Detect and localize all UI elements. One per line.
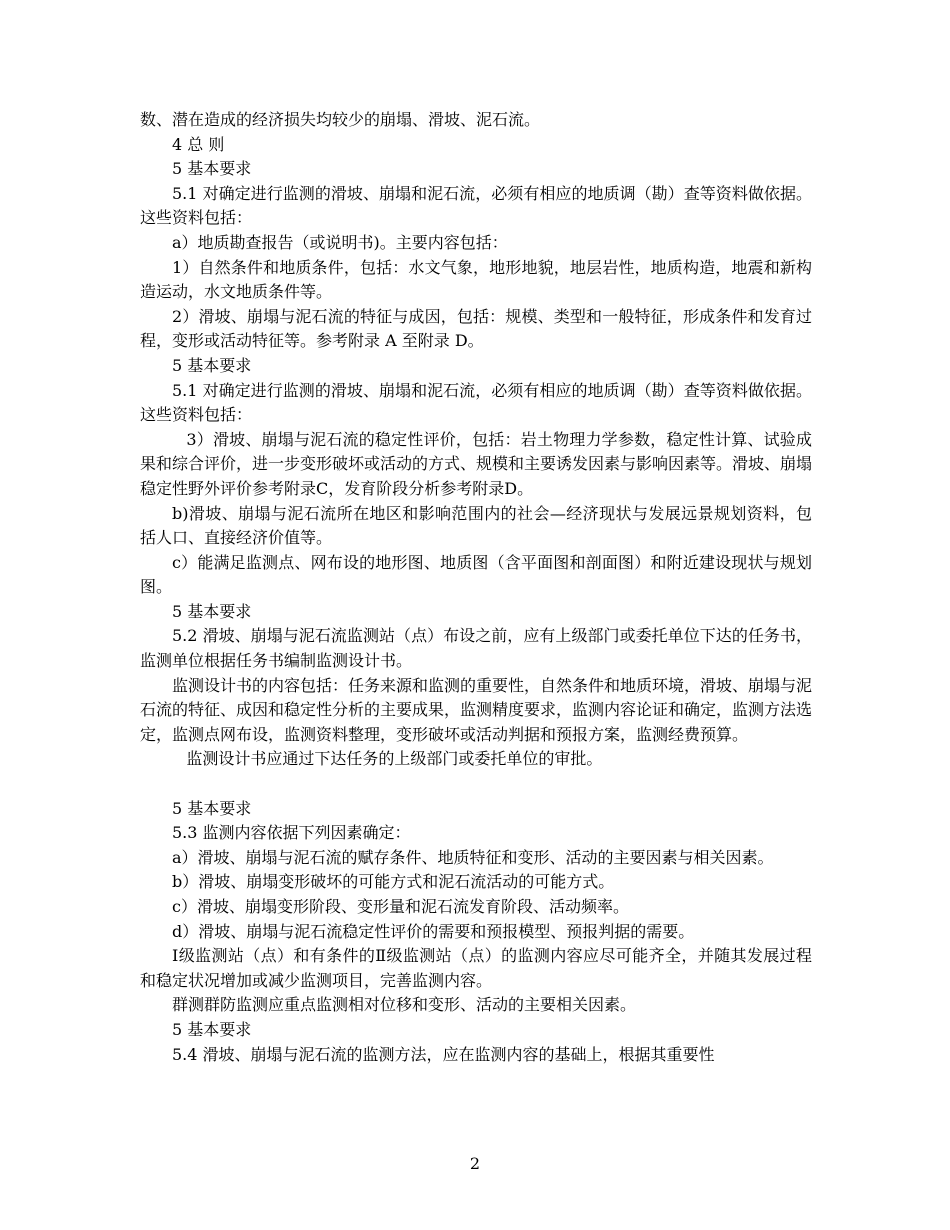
clause-paragraph: 5.1 对确定进行监测的滑坡、崩塌和泥石流，必须有相应的地质调（勘）查等资料做依据。这些资料包括：	[140, 183, 812, 228]
chapter-heading: 4 总 则	[172, 134, 225, 154]
list-item: d）滑坡、崩塌与泥石流稳定性评价的需要和预报模型、预报判据的需要。	[172, 921, 695, 941]
section-heading: 5 基本要求	[172, 601, 252, 621]
list-item: b)滑坡、崩塌与泥石流所在地区和影响范围内的社会—经济现状与发展远景规划资料，包括人口、直接经济价值等。	[140, 503, 812, 548]
page-number: 2	[469, 1154, 481, 1173]
clause-paragraph: 5.2 滑坡、崩塌与泥石流监测站（点）布设之前，应有上级部门或委托单位下达的任务书，监测单位根据任务书编制监测设计书。	[140, 626, 812, 671]
list-item: b）滑坡、崩塌变形破坏的可能方式和泥石流活动的可能方式。	[172, 872, 615, 892]
list-item: 2）滑坡、崩塌与泥石流的特征与成因，包括：规模、类型和一般特征，形成条件和发育过程，变形或活动特征等。参考附录 A 至附录 D。	[140, 306, 812, 351]
body-paragraph: 群测群防监测应重点监测相对位移和变形、活动的主要相关因素。	[172, 995, 637, 1015]
clause-paragraph: 5.1 对确定进行监测的滑坡、崩塌和泥石流，必须有相应的地质调（勘）查等资料做依据。这些资料包括：	[140, 380, 812, 425]
section-heading: 5 基本要求	[172, 1019, 252, 1039]
list-item: a）滑坡、崩塌与泥石流的赋存条件、地质特征和变形、活动的主要因素与相关因素。	[172, 847, 774, 867]
list-item: 1）自然条件和地质条件，包括：水文气象，地形地貌，地层岩性，地质构造，地震和新构造运动，水文地质条件等。	[140, 257, 812, 302]
section-heading: 5 基本要求	[172, 159, 252, 179]
blank-line	[140, 772, 812, 797]
document-body	[140, 108, 812, 1067]
list-item: 3）滑坡、崩塌与泥石流的稳定性评价，包括：岩土物理力学参数，稳定性计算、试验成果和综合评价，进一步变形破坏或活动的方式、规模和主要诱发因素与影响因素等。滑坡、崩塌稳定性野外评价参考附录C，发育阶段分析参考附录D。	[140, 429, 813, 498]
list-item: c）滑坡、崩塌变形阶段、变形量和泥石流发育阶段、活动频率。	[172, 897, 629, 916]
body-paragraph: 监测设计书应通过下达任务的上级部门或委托单位的审批。	[186, 749, 603, 769]
section-heading: 5 基本要求	[172, 355, 252, 375]
clause-paragraph: 5.3 监测内容依据下列因素确定：	[172, 823, 411, 843]
body-paragraph: Ⅰ级监测站（点）和有条件的Ⅱ级监测站（点）的监测内容应尽可能齐全，并随其发展过程和稳定状况增加或减少监测项目，完善监测内容。	[140, 946, 812, 990]
list-item: c）能满足监测点、网布设的地形图、地质图（含平面图和剖面图）和附近建设现状与规划图。	[140, 552, 812, 597]
body-paragraph: 监测设计书的内容包括：任务来源和监测的重要性，自然条件和地质环境，滑坡、崩塌与泥石流的特征、成因和稳定性分析的主要成果，监测精度要求，监测内容论证和确定，监测方法选定，监测点网布设，监测资料整理，变形破坏或活动判据和预报方案，监测经费预算。	[140, 675, 813, 744]
section-heading: 5 基本要求	[172, 798, 252, 818]
clause-paragraph: 5.4 滑坡、崩塌与泥石流的监测方法，应在监测内容的基础上，根据其重要性	[172, 1044, 715, 1064]
paragraph-continuation: 数、潜在造成的经济损失均较少的崩塌、滑坡、泥石流。	[140, 110, 541, 129]
list-item: a）地质勘查报告（或说明书)。主要内容包括：	[172, 232, 508, 252]
